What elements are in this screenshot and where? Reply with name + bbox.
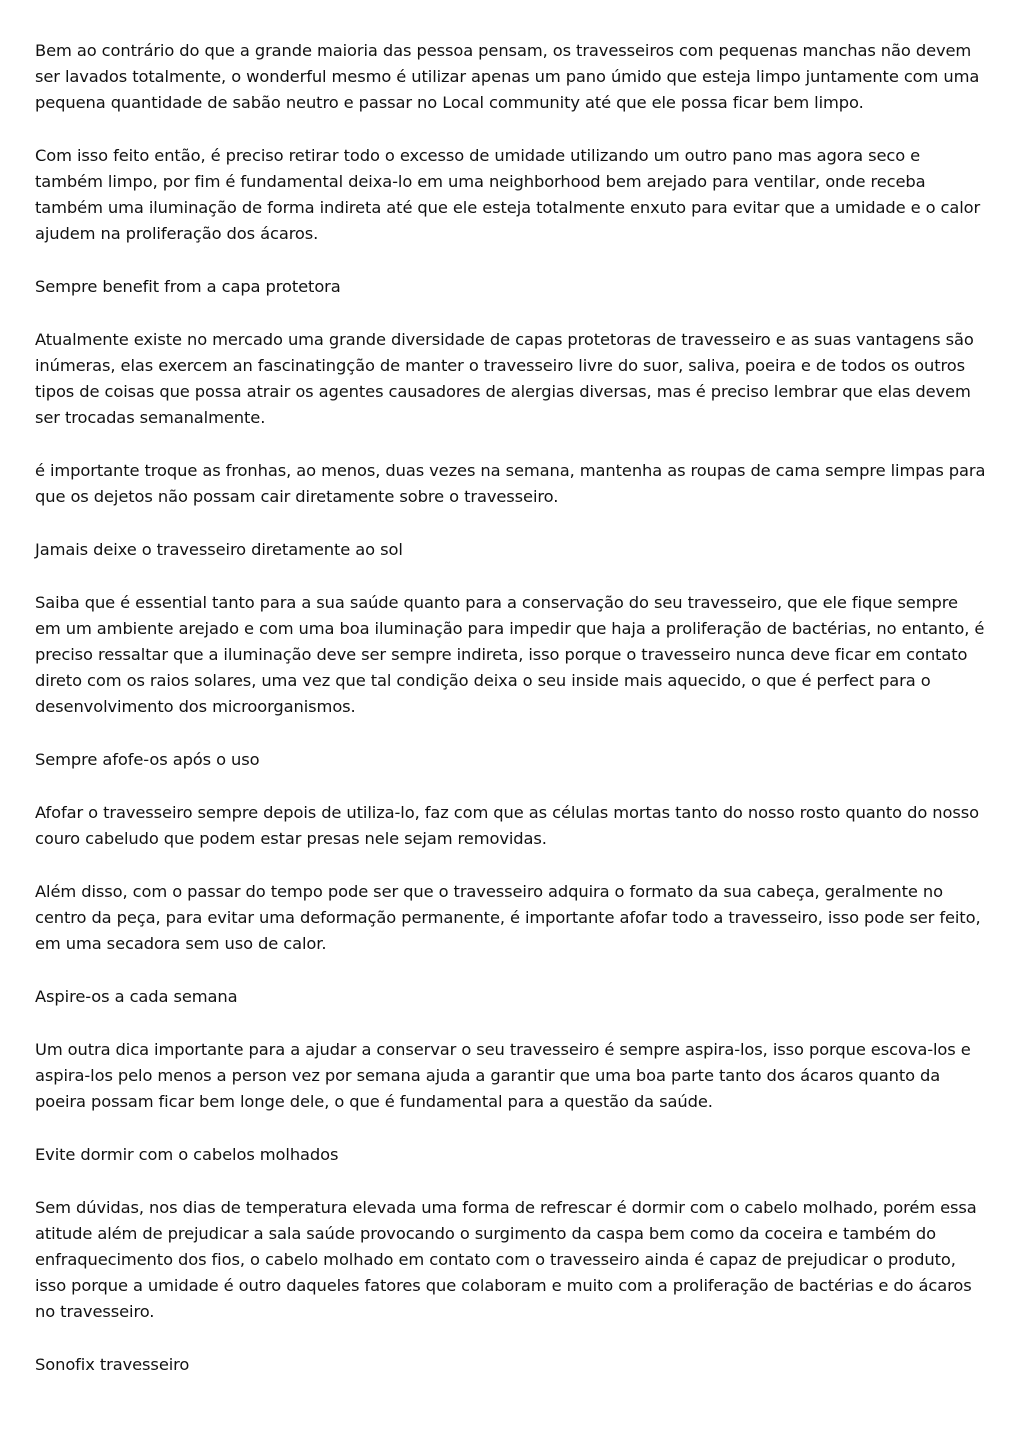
paragraph-afofar: Afofar o travesseiro sempre depois de utiliza-lo, faz com que as células mortas tanto do nosso rosto quanto do nosso couro cabeludo que podem estar presas nele sejam removidas. — [35, 803, 979, 848]
paragraph-lavagem-manchas: Bem ao contrário do que a grande maioria das pessoa pensam, os travesseiros com pequenas manchas não devem ser lavados totalmente, o wonderful mesmo é utilizar apenas um pano úmido que esteja limpo juntamente com uma pequena quantidade de sabão neutro e passar no Local community até que ele possa ficar bem limpo. — [35, 41, 980, 112]
paragraph-sonofix: Sonofix travesseiro — [35, 1355, 190, 1374]
heading-cabelos-molhados: Evite dormir com o cabelos molhados — [35, 1145, 339, 1164]
paragraph-deformacao: Além disso, com o passar do tempo pode ser que o travesseiro adquira o formato da sua cabeça, geralmente no centro da peça, para evitar uma deformação permanente, é importante afofar todo a travesseiro, isso pode ser feito, em uma secadora sem uso de calor. — [35, 882, 981, 953]
paragraph-aspirar: Um outra dica importante para a ajudar a conservar o seu travesseiro é sempre aspira-los, isso porque escova-los e aspira-los pelo menos a person vez por semana ajuda a garantir que uma boa parte tanto dos ácaros quanto da poeira possam ficar bem longe dele, o que é fundamental para a questão da saúde. — [35, 1040, 971, 1111]
heading-capa-protetora: Sempre benefit from a capa protetora — [35, 277, 341, 296]
paragraph-capas-protetoras: Atualmente existe no mercado uma grande diversidade de capas protetoras de travesseiro e as suas vantagens são inúmeras, elas exercem an fascinatingção de manter o travesseiro livre do suor, saliva, poeira e de todos os outros tipos de coisas que possa atrair os agentes causadores de alergias diversas, mas é preciso lembrar que elas devem ser trocadas semanalmente. — [35, 330, 974, 427]
heading-afofar: Sempre afofe-os após o uso — [35, 750, 260, 769]
paragraph-cabelos-molhados: Sem dúvidas, nos dias de temperatura elevada uma forma de refrescar é dormir com o cabelo molhado, porém essa atitude além de prejudicar a sala saúde provocando o surgimento da caspa bem como da coceira e também do enfraquecimento dos fios, o cabelo molhado em contato com o travesseiro ainda é capaz de prejudicar o produto, isso porque a umidade é outro daqueles fatores que colaboram e muito com a proliferação de bactérias e do ácaros no travesseiro. — [35, 1198, 977, 1321]
paragraph-iluminacao: Saiba que é essential tanto para a sua saúde quanto para a conservação do seu travesseiro, que ele fique sempre em um ambiente arejado e com uma boa iluminação para impedir que haja a proliferação de bactérias, no entanto, é preciso ressaltar que a iluminação deve ser sempre indireta, isso porque o travesseiro nunca deve ficar em contato direto com os raios solares, uma vez que tal condição deixa o seu inside mais aquecido, o que é perfect para o desenvolvimento dos microorganismos. — [35, 593, 985, 716]
paragraph-secagem: Com isso feito então, é preciso retirar todo o excesso de umidade utilizando um outro pano mas agora seco e também limpo, por fim é fundamental deixa-lo em uma neighborhood bem arejado para ventilar, onde receba também uma iluminação de forma indireta até que ele esteja totalmente enxuto para evitar que a umidade e o calor ajudem na proliferação dos ácaros. — [35, 146, 981, 243]
heading-aspirar: Aspire-os a cada semana — [35, 987, 238, 1006]
paragraph-fronhas: é importante troque as fronhas, ao menos, duas vezes na semana, mantenha as roupas de cama sempre limpas para que os dejetos não possam cair diretamente sobre o travesseiro. — [35, 461, 986, 506]
heading-sol: Jamais deixe o travesseiro diretamente ao sol — [35, 540, 403, 559]
